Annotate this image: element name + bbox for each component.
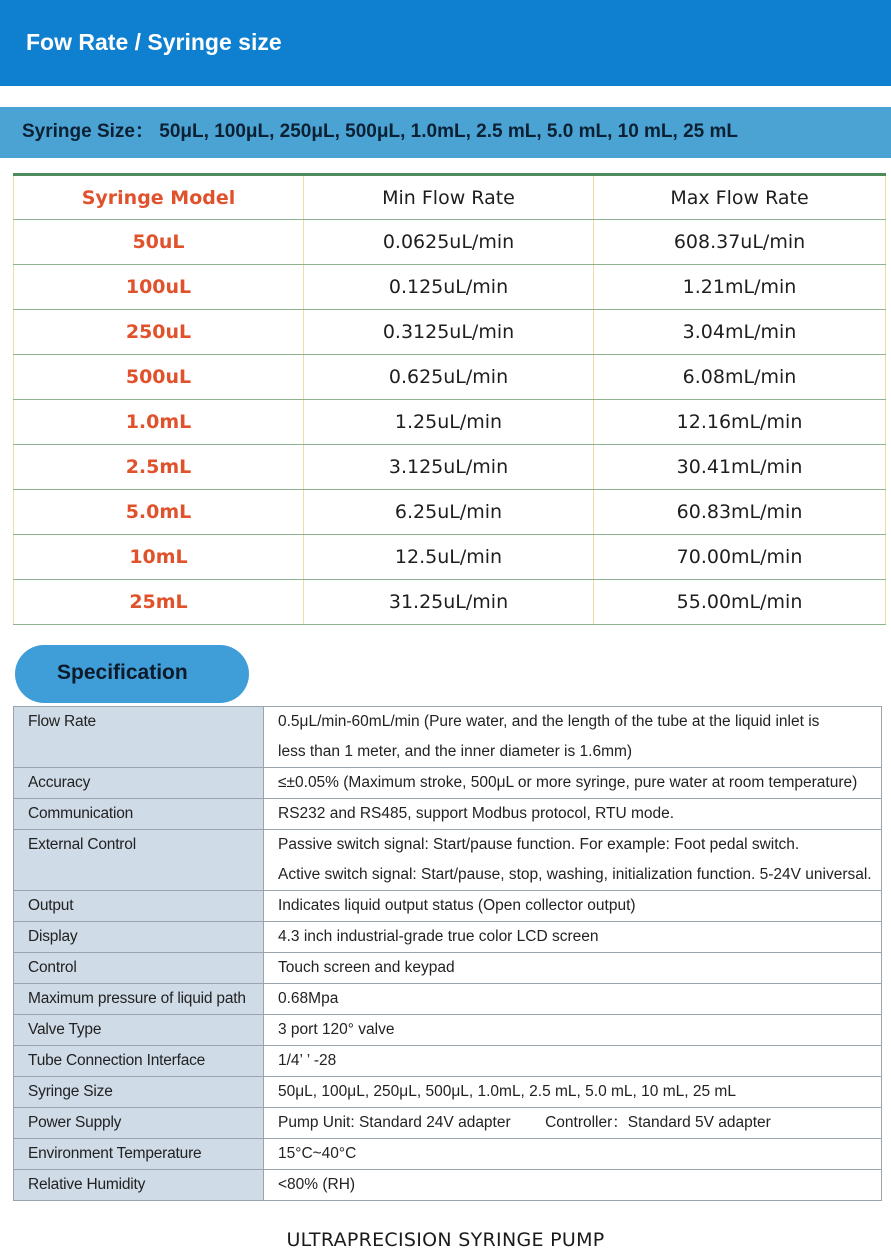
min-flow-cell: 0.0625uL/min xyxy=(304,220,594,265)
max-flow-cell: 1.21mL/min xyxy=(594,265,886,310)
max-flow-cell: 6.08mL/min xyxy=(594,355,886,400)
spec-key: Environment Temperature xyxy=(14,1139,264,1170)
flow-table-header-row xyxy=(14,175,886,220)
spec-row xyxy=(14,891,882,922)
spec-key: Syringe Size xyxy=(14,1077,264,1108)
table-row xyxy=(14,355,886,400)
min-flow-cell: 3.125uL/min xyxy=(304,445,594,490)
spec-value-line: 4.3 inch industrial-grade true color LCD screen xyxy=(278,928,599,945)
spec-value-line: less than 1 meter, and the inner diameter is 1.6mm) xyxy=(278,743,633,760)
min-flow-cell: 0.625uL/min xyxy=(304,355,594,400)
max-flow-cell: 60.83mL/min xyxy=(594,490,886,535)
spec-row xyxy=(14,953,882,984)
spec-value-line: ≤±0.05% (Maximum stroke, 500μL or more syringe, pure water at room temperature) xyxy=(278,774,858,791)
syringe-model-cell: 5.0mL xyxy=(14,490,304,535)
page-header xyxy=(0,0,891,86)
spec-value-line: Pump Unit: Standard 24V adapter Controller：Standard 5V adapter xyxy=(278,1114,771,1131)
table-row xyxy=(14,310,886,355)
spec-row xyxy=(14,1108,882,1139)
min-flow-cell: 0.125uL/min xyxy=(304,265,594,310)
spec-value xyxy=(264,768,882,799)
table-row xyxy=(14,220,886,265)
spec-value xyxy=(264,1015,882,1046)
syringe-model-cell: 50uL xyxy=(14,220,304,265)
footer-product-title: ULTRAPRECISION SYRINGE PUMP xyxy=(286,1229,605,1251)
syringe-size-text: Syringe Size： 50μL, 100μL, 250μL, 500μL, 1.0mL, 2.5 mL, 5.0 mL, 10 mL, 25 mL xyxy=(22,121,739,142)
specification-title: Specification xyxy=(57,661,188,684)
spec-row xyxy=(14,1139,882,1170)
spec-row xyxy=(14,1046,882,1077)
spec-key: Valve Type xyxy=(14,1015,264,1046)
table-row xyxy=(14,580,886,625)
table-row xyxy=(14,490,886,535)
syringe-model-cell: 2.5mL xyxy=(14,445,304,490)
min-flow-cell: 1.25uL/min xyxy=(304,400,594,445)
spec-value xyxy=(264,830,882,891)
header-syringe-model: Syringe Model xyxy=(14,175,304,220)
syringe-model-cell: 500uL xyxy=(14,355,304,400)
spec-key: External Control xyxy=(14,830,264,891)
syringe-model-cell: 100uL xyxy=(14,265,304,310)
spec-value xyxy=(264,1046,882,1077)
spec-value xyxy=(264,891,882,922)
flow-rate-table xyxy=(13,173,886,625)
spec-value-line: 50μL, 100μL, 250μL, 500μL, 1.0mL, 2.5 mL, 5.0 mL, 10 mL, 25 mL xyxy=(278,1083,736,1100)
spec-key: Communication xyxy=(14,799,264,830)
spec-value xyxy=(264,707,882,768)
min-flow-cell: 31.25uL/min xyxy=(304,580,594,625)
spec-row xyxy=(14,984,882,1015)
spec-row xyxy=(14,1015,882,1046)
spec-key: Tube Connection Interface xyxy=(14,1046,264,1077)
spec-value-line: Active switch signal: Start/pause, stop, washing, initialization function. 5-24V universal. xyxy=(278,866,872,883)
spec-key: Relative Humidity xyxy=(14,1170,264,1201)
spec-value-line: Indicates liquid output status (Open collector output) xyxy=(278,897,636,914)
spec-row xyxy=(14,922,882,953)
syringe-size-strip xyxy=(0,107,891,158)
header-min-flow-rate: Min Flow Rate xyxy=(304,175,594,220)
specification-table xyxy=(13,706,882,1201)
spec-value-line: 1/4’ ’ -28 xyxy=(278,1052,337,1069)
spec-value xyxy=(264,1139,882,1170)
spec-key: Control xyxy=(14,953,264,984)
spec-key: Power Supply xyxy=(14,1108,264,1139)
spec-value xyxy=(264,799,882,830)
max-flow-cell: 608.37uL/min xyxy=(594,220,886,265)
spec-key: Flow Rate xyxy=(14,707,264,768)
spec-value xyxy=(264,953,882,984)
spec-key: Maximum pressure of liquid path xyxy=(14,984,264,1015)
spec-value xyxy=(264,1170,882,1201)
max-flow-cell: 55.00mL/min xyxy=(594,580,886,625)
min-flow-cell: 0.3125uL/min xyxy=(304,310,594,355)
spec-value xyxy=(264,922,882,953)
max-flow-cell: 3.04mL/min xyxy=(594,310,886,355)
max-flow-cell: 30.41mL/min xyxy=(594,445,886,490)
spec-row xyxy=(14,799,882,830)
spec-key: Accuracy xyxy=(14,768,264,799)
table-row xyxy=(14,535,886,580)
spec-value-line: RS232 and RS485, support Modbus protocol, RTU mode. xyxy=(278,805,675,822)
spec-row xyxy=(14,768,882,799)
spec-key: Display xyxy=(14,922,264,953)
max-flow-cell: 70.00mL/min xyxy=(594,535,886,580)
spec-value-line: 3 port 120° valve xyxy=(278,1021,395,1038)
spec-row xyxy=(14,830,882,891)
spec-value xyxy=(264,984,882,1015)
specification-heading xyxy=(15,645,249,703)
header-max-flow-rate: Max Flow Rate xyxy=(594,175,886,220)
syringe-model-cell: 10mL xyxy=(14,535,304,580)
spec-value-line: Touch screen and keypad xyxy=(278,959,455,976)
spec-value-line: 0.5μL/min-60mL/min (Pure water, and the length of the tube at the liquid inlet is xyxy=(278,713,820,730)
min-flow-cell: 6.25uL/min xyxy=(304,490,594,535)
spec-value-line: Passive switch signal: Start/pause function. For example: Foot pedal switch. xyxy=(278,836,800,853)
spec-value-line: <80% (RH) xyxy=(278,1176,356,1193)
spec-row xyxy=(14,1170,882,1201)
spec-value xyxy=(264,1077,882,1108)
spec-row xyxy=(14,1077,882,1108)
syringe-model-cell: 250uL xyxy=(14,310,304,355)
spec-key: Output xyxy=(14,891,264,922)
spec-value xyxy=(264,1108,882,1139)
spec-value-line: 0.68Mpa xyxy=(278,990,339,1007)
spec-row xyxy=(14,707,882,768)
header-title: Fow Rate / Syringe size xyxy=(26,29,282,55)
max-flow-cell: 12.16mL/min xyxy=(594,400,886,445)
min-flow-cell: 12.5uL/min xyxy=(304,535,594,580)
syringe-model-cell: 1.0mL xyxy=(14,400,304,445)
table-row xyxy=(14,265,886,310)
table-row xyxy=(14,445,886,490)
spec-value-line: 15°C~40°C xyxy=(278,1145,357,1162)
table-row xyxy=(14,400,886,445)
syringe-model-cell: 25mL xyxy=(14,580,304,625)
